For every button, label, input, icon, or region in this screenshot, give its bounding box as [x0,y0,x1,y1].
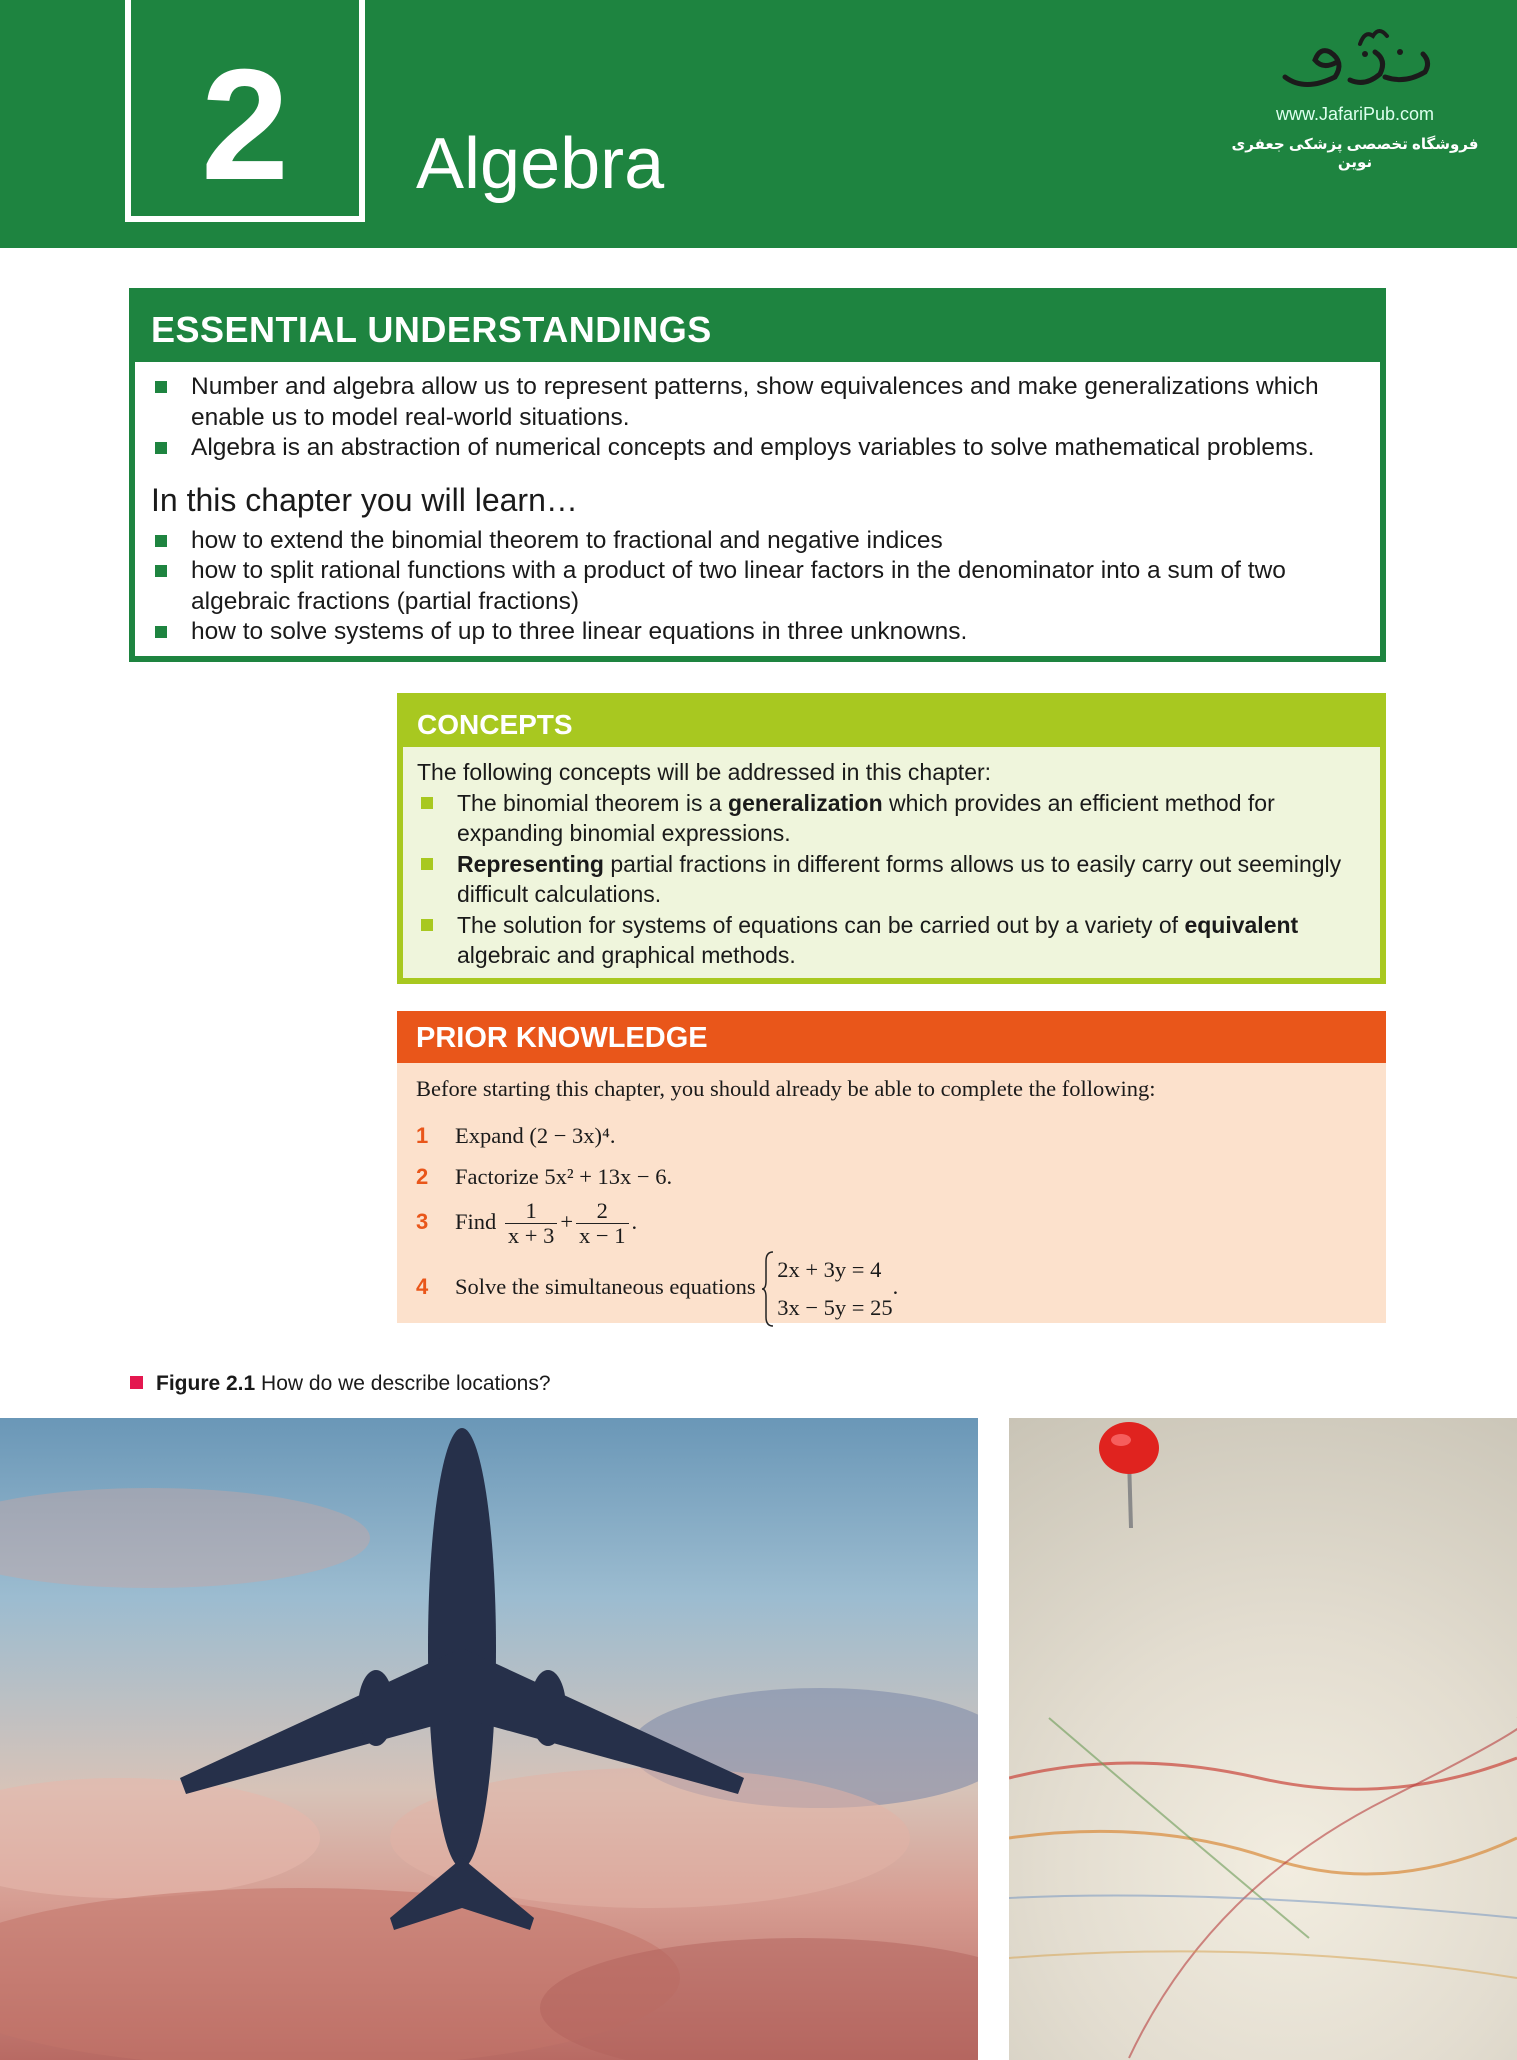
list-item: The binomial theorem is a generalization which provides an efficient method for expanding binomial expressions. [417,788,1366,849]
bullet-square-icon [421,858,433,870]
map-photo-illustration [1009,1418,1517,2060]
bullet-square-icon [155,565,167,577]
prior-knowledge-box [397,1011,1386,1323]
prior-knowledge-intro: Before starting this chapter, you should already be able to complete the following: [416,1076,1156,1101]
fraction: $\frac{1}{x + 3}$ [505,1199,557,1248]
list-item: how to extend the binomial theorem to fractional and negative indices [151,526,1364,557]
list-item: The solution for systems of equations can be carried out by a variety of equivalent algebraic and graphical methods. [417,910,1366,971]
bullet-square-icon [155,442,167,454]
bullet-square-icon [155,626,167,638]
concepts-list [417,788,1366,971]
learn-heading: In this chapter you will learn… [151,481,578,518]
bullet-square-icon [421,797,433,809]
prior-knowledge-heading: PRIOR KNOWLEDGE [397,1011,1386,1063]
chapter-header [0,0,1517,248]
equation-system [761,1251,892,1327]
brace-icon [761,1251,775,1327]
publisher-logo [1230,22,1480,172]
equation-1: 2x + 3y = 4 [777,1256,882,1282]
figure-caption-text: How do we describe locations? [261,1372,551,1395]
essential-understandings-box [129,288,1386,662]
bullet-square-icon [421,919,433,931]
chapter-title: Algebra [416,124,665,204]
concepts-intro: The following concepts will be addressed in this chapter: [417,759,992,785]
essential-understandings-list [151,372,1364,464]
list-item: Number and algebra allow us to represent patterns, show equivalences and make generalizations which enable us to model real-world situations. [151,372,1364,433]
caption-marker-icon [130,1376,143,1389]
bullet-square-icon [155,535,167,547]
item-number: 4 [416,1274,429,1299]
prior-knowledge-item: 2 Factorize 5x² + 13x − 6. [416,1156,1367,1197]
publisher-logo-icon [1265,22,1445,102]
publisher-tagline: فروشگاه تخصصی پزشکی جعفری نوین [1231,136,1479,171]
figure-caption [130,1372,551,1396]
figure-label: Figure 2.1 [156,1372,256,1395]
list-item: how to solve systems of up to three linear equations in three unknowns. [151,617,1364,648]
item-number: 1 [416,1123,429,1148]
list-item: Representing partial fractions in different forms allows us to easily carry out seemingly difficult calculations. [417,849,1366,910]
prior-knowledge-item: 4 Solve the simultaneous equations 2x + 3y = 4 3x − 5y = 25 . [416,1247,1367,1327]
fraction: $\frac{2}{x - 1}$ [576,1199,628,1248]
prior-knowledge-item: 1 Expand (2 − 3x)⁴. [416,1115,1367,1156]
item-number: 2 [416,1164,429,1189]
concepts-box [397,693,1386,984]
concepts-heading: CONCEPTS [403,699,1380,747]
list-item: how to split rational functions with a product of two linear factors in the denominator into a sum of two algebraic fractions (partial fractions) [151,556,1364,617]
item-number: 3 [416,1209,429,1234]
publisher-url: www.JafariPub.com [1275,104,1435,124]
learn-list [151,526,1364,648]
chapter-number: 2 [201,37,289,213]
airplane-photo-illustration [0,1418,978,2060]
bullet-square-icon [155,381,167,393]
essential-understandings-heading: ESSENTIAL UNDERSTANDINGS [135,294,1380,362]
equation-2: 3x − 5y = 25 [777,1294,893,1320]
map-photo [1009,1418,1517,2060]
list-item: Algebra is an abstraction of numerical concepts and employs variables to solve mathematical problems. [151,433,1364,464]
chapter-number-box [125,0,365,222]
airplane-photo [0,1418,978,2060]
prior-knowledge-item: 3 Find $\frac{1}{x + 3}$ + $\frac{2}{x - 1}$ . [416,1198,638,1249]
